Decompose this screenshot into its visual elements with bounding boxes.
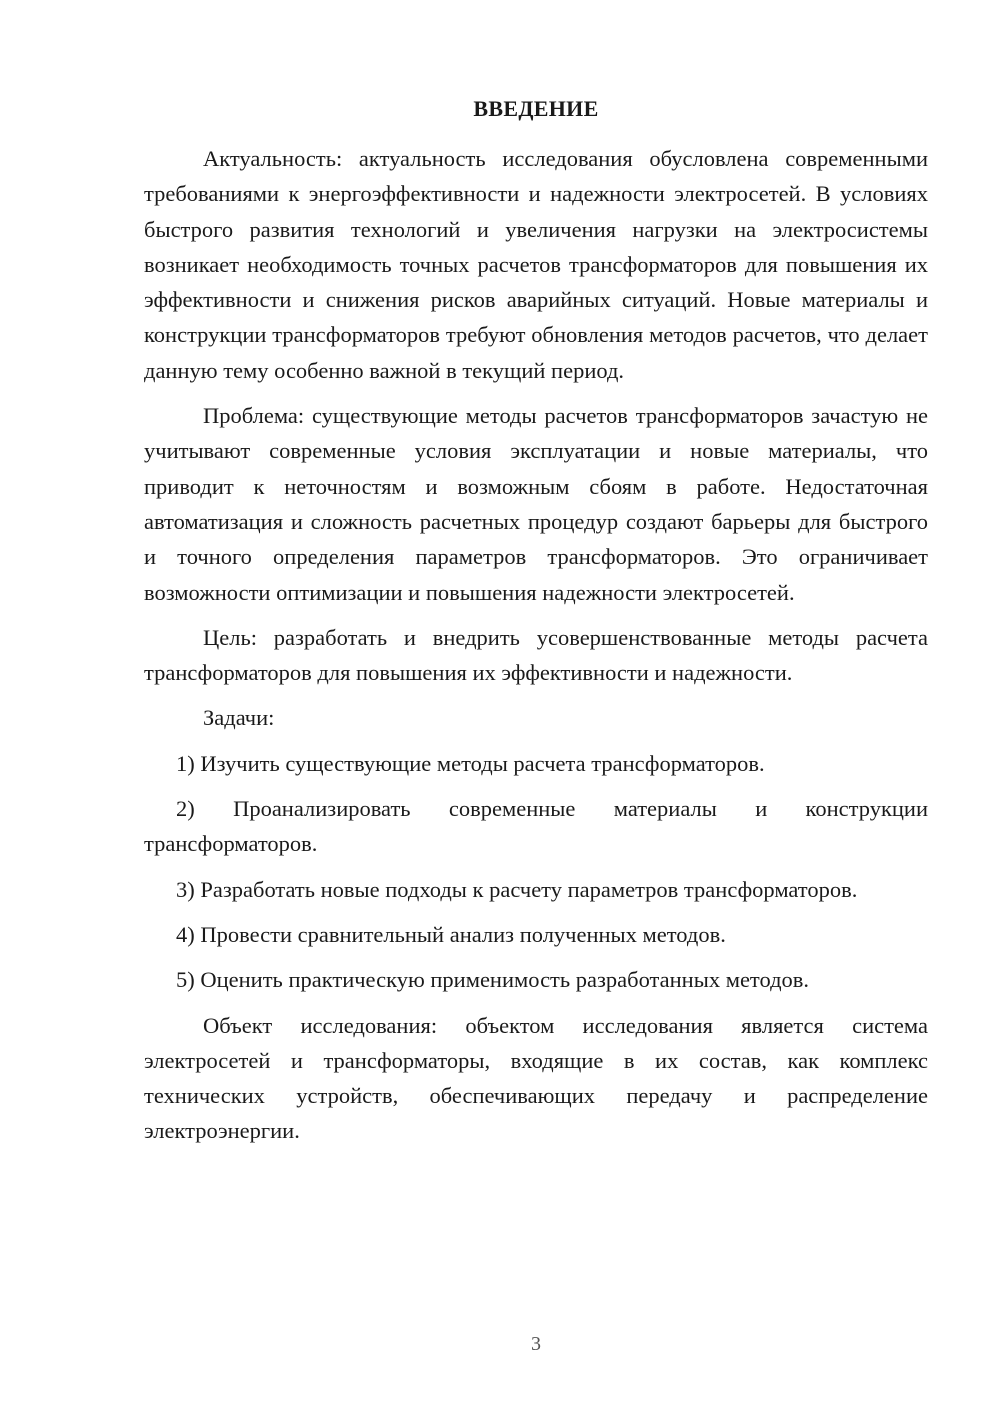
page-number: 3 — [531, 1333, 541, 1355]
document-body — [144, 141, 928, 1149]
task-item-2: 2) Проанализировать современные материалы и конструкции трансформаторов. — [144, 796, 928, 857]
paragraph-goal: Цель: разработать и внедрить усовершенствованные методы расчета трансформаторов для повышения их эффективности и надежности. — [144, 624, 928, 686]
paragraph-tasks-label: Задачи: — [203, 705, 275, 731]
paragraph-relevance: Актуальность: актуальность исследования обусловлена современными требованиями к энергоэффективности и надежности электросетей. В условиях быстрого развития технологий и увеличения нагрузки на электросистемы возникает необходимость точных расчетов трансформаторов для повышения их эффективности и снижения рисков аварийных ситуаций. Новые материалы и конструкции трансформаторов требуют обновления методов расчетов, что делает данную тему особенно важной в текущий период. — [144, 146, 928, 383]
section-heading: ВВЕДЕНИЕ — [473, 96, 599, 121]
task-item-3: 3) Разработать новые подходы к расчету параметров трансформаторов. — [176, 876, 858, 902]
paragraph-object: Объект исследования: объектом исследования является система электросетей и трансформаторы, входящие в их состав, как комплекс технических устройств, обеспечивающих передачу и распределение электроэнергии. — [144, 1012, 928, 1144]
task-item-1: 1) Изучить существующие методы расчета трансформаторов. — [176, 750, 765, 776]
task-item-5: 5) Оценить практическую применимость разработанных методов. — [176, 967, 810, 993]
paragraph-problem: Проблема: существующие методы расчетов трансформаторов зачастую не учитывают современные условия эксплуатации и новые материалы, что приводит к неточностям и возможным сбоям в работе. Недостаточная автоматизация и сложность расчетных процедур создают барьеры для быстрого и точного определения параметров трансформаторов. Это ограничивает возможности оптимизации и повышения надежности электросетей. — [144, 403, 928, 605]
task-item-4: 4) Провести сравнительный анализ полученных методов. — [176, 921, 726, 947]
